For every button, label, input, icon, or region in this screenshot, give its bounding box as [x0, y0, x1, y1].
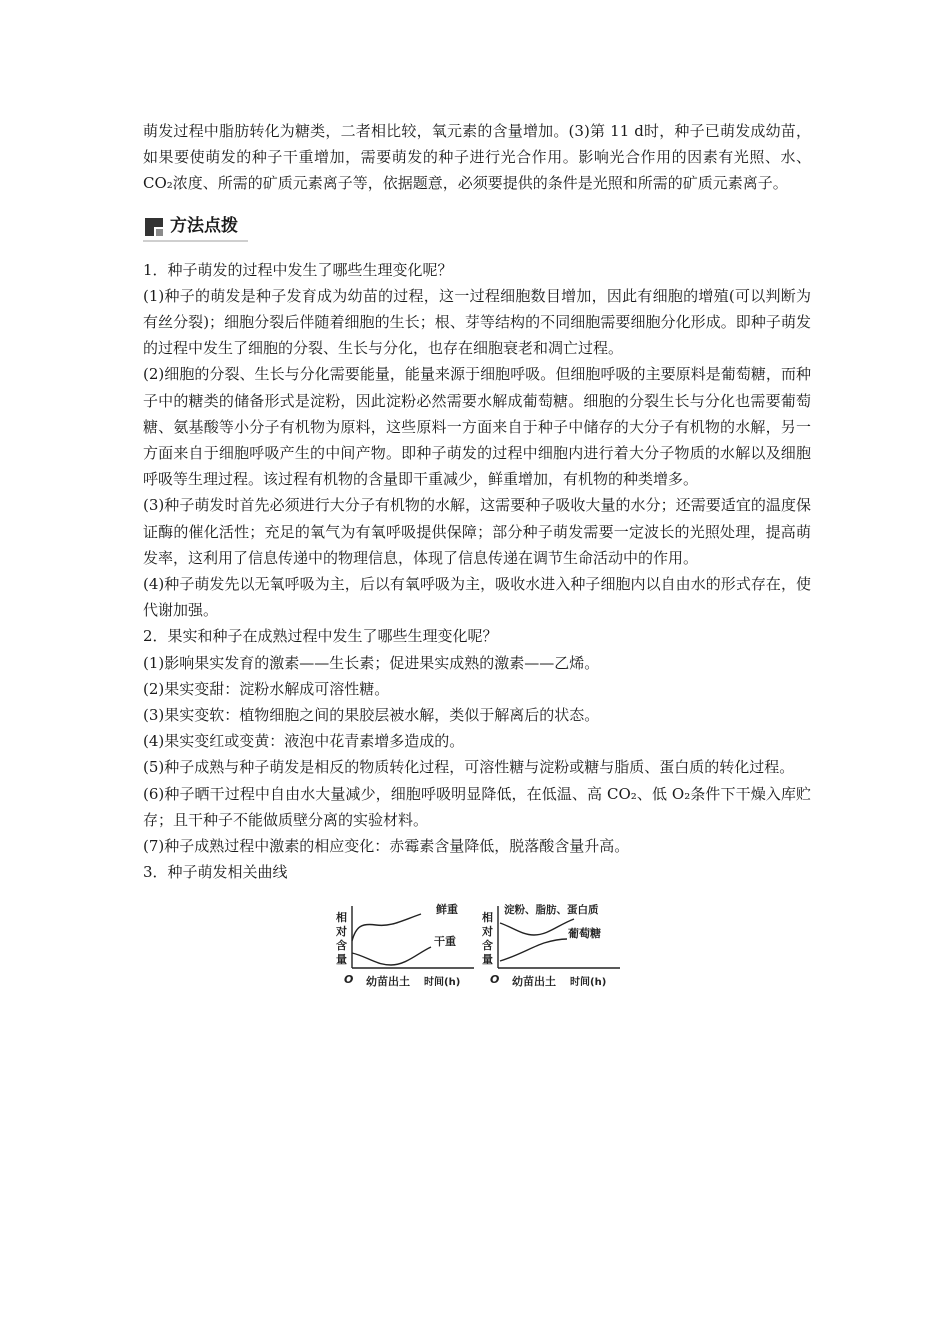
fig1-ylabel-2: 对	[336, 925, 347, 939]
fig2-curve-glucose	[500, 939, 567, 961]
fig1-ylabel-3: 含	[336, 939, 347, 953]
fig2-x-mark: 幼苗出土	[512, 975, 556, 989]
item-6: (1)影响果实发育的激素——生长素；促进果实成熟的激素——乙烯。	[143, 653, 600, 672]
fig2-ylabel-2: 对	[482, 925, 493, 939]
section-title: 方法点拨	[170, 215, 238, 236]
heading-underline	[143, 240, 248, 242]
fig1-ylabel-4: 量	[336, 953, 347, 967]
item-2: (2)细胞的分裂、生长与分化需要能量，能量来源于细胞呼吸。但细胞呼吸的主要原料是葡萄糖，而种子中的糖类的储备形式是淀粉，因此淀粉必然需要水解成葡萄糖。细胞的分裂生长与分化也需要葡萄糖、氨基酸等小分子有机物为原料，这些原料一方面来自于种子中储存的大分子有机物的水解，另一方面来自于细胞呼吸产生的中间产物。即种子萌发的过程中细胞内进行着大分子物质的水解以及细胞呼吸等生理过程。该过程有机物的含量即干重减少，鲜重增加，有机物的种类增多。	[143, 365, 811, 489]
fig2-label-macro: 淀粉、脂肪、蛋白质	[504, 904, 599, 917]
item-0: 1．种子萌发的过程中发生了哪些生理变化呢？	[143, 260, 453, 279]
item-8: (3)果实变软：植物细胞之间的果胶层被水解，类似于解离后的状态。	[143, 706, 600, 725]
item-7: (2)果实变甜：淀粉水解成可溶性糖。	[143, 679, 390, 698]
fig2-ylabel-1: 相	[482, 911, 493, 925]
intro-paragraph: 萌发过程中脂肪转化为糖类，二者相比较，氧元素的含量增加。(3)第 11 d时，种子已萌发成幼苗，如果要使萌发的种子干重增加，需要萌发的种子进行光合作用。影响光合作用的因素有光照、水、CO₂浓度、所需的矿质元素离子等，依据题意，必须要提供的条件是光照和所需的矿质元素离子。	[143, 122, 811, 193]
fig2-origin: O	[490, 973, 500, 987]
fig1-ylabel-1: 相	[336, 911, 347, 925]
item-4: (4)种子萌发先以无氧呼吸为主，后以有氧呼吸为主，吸收水进入种子细胞内以自由水的形式存在，使代谢加强。	[143, 575, 811, 620]
item-12: (7)种子成熟过程中激素的相应变化：赤霉素含量降低，脱落酸含量升高。	[143, 837, 630, 856]
figure-weight-curves	[336, 901, 476, 991]
fig1-label-fresh: 鲜重	[436, 903, 458, 917]
fig2-curve-macromolecules	[500, 919, 574, 935]
fig1-curve-fresh-weight	[352, 914, 421, 941]
fig1-x-mark: 幼苗出土	[366, 975, 410, 989]
item-1: (1)种子的萌发是种子发育成为幼苗的过程，这一过程细胞数目增加，因此有细胞的增殖(可以判断为有丝分裂)；细胞分裂后伴随着细胞的生长；根、芽等结构的不同细胞需要细胞分化形成。即种子萌发的过程中发生了细胞的分裂、生长与分化，也存在细胞衰老和凋亡过程。	[143, 286, 811, 358]
item-9: (4)果实变红或变黄：液泡中花青素增多造成的。	[143, 732, 465, 751]
fig2-ylabel-3: 含	[482, 939, 493, 953]
document-page	[143, 118, 811, 1019]
section-square-icon	[145, 218, 163, 236]
fig1-label-dry: 干重	[434, 935, 456, 949]
fig2-x-unit: 时间(h)	[570, 977, 607, 989]
item-3: (3)种子萌发时首先必须进行大分子有机物的水解，这需要种子吸收大量的水分；还需要适宜的温度保证酶的催化活性；充足的氧气为有氧呼吸提供保障；部分种子萌发需要一定波长的光照处理，提高萌发率，这利用了信息传递中的物理信息，体现了信息传递在调节生命活动中的作用。	[143, 496, 811, 567]
fig2-ylabel-4: 量	[482, 953, 493, 967]
item-5: 2．果实和种子在成熟过程中发生了哪些生理变化呢？	[143, 627, 498, 646]
fig1-origin: O	[344, 973, 354, 987]
item-11: (6)种子晒干过程中自由水大量减少，细胞呼吸明显降低，在低温、高 CO₂、低 O₂条件下干燥入库贮存；且干种子不能做质壁分离的实验材料。	[143, 784, 811, 829]
section-heading	[143, 213, 811, 243]
item-10: (5)种子成熟与种子萌发是相反的物质转化过程，可溶性糖与淀粉或糖与脂质、蛋白质的转化过程。	[143, 758, 795, 777]
item-13: 3．种子萌发相关曲线	[143, 863, 288, 882]
figure-substance-curves	[482, 901, 622, 991]
fig1-curve-dry-weight	[352, 947, 431, 965]
fig1-x-unit: 时间(h)	[424, 977, 461, 989]
figures-row	[143, 889, 811, 1019]
fig2-label-glucose: 葡萄糖	[568, 927, 601, 941]
